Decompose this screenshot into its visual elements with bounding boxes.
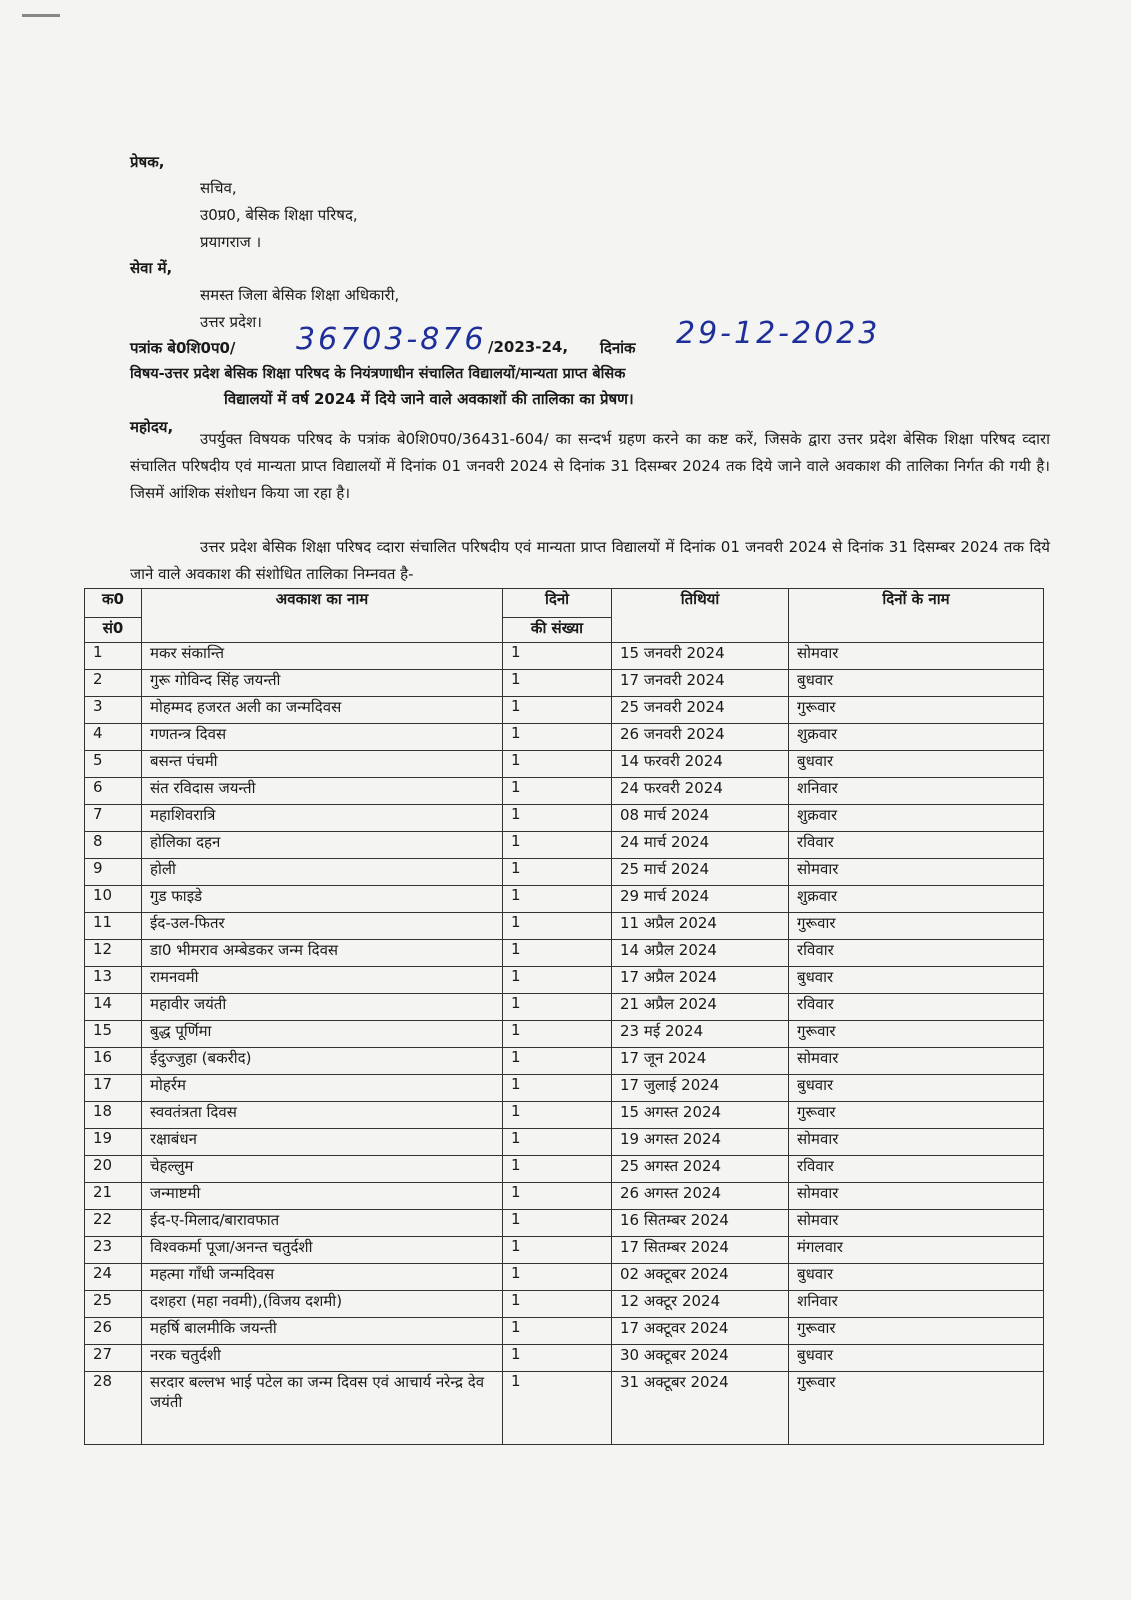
table-row	[85, 1156, 1044, 1183]
serial-cell: 21	[85, 1183, 142, 1210]
holiday-name-cell: महाशिवरात्रि	[142, 805, 503, 832]
table-row	[85, 994, 1044, 1021]
scan-mark	[22, 14, 60, 17]
day-count-cell: 1	[503, 967, 612, 994]
serial-cell: 7	[85, 805, 142, 832]
sender-line: उ0प्र0, बेसिक शिक्षा परिषद,	[200, 206, 358, 224]
day-count-cell: 1	[503, 1291, 612, 1318]
holiday-name-cell: रक्षाबंधन	[142, 1129, 503, 1156]
holiday-table-body	[85, 643, 1044, 1445]
holiday-name-cell: होलिका दहन	[142, 832, 503, 859]
holiday-name-cell: महावीर जयंती	[142, 994, 503, 1021]
sender-line: सचिव,	[200, 179, 237, 197]
handwritten-date: 29-12-2023	[676, 316, 881, 351]
header-date: तिथियां	[612, 589, 789, 643]
header-holiday-name: अवकाश का नाम	[142, 589, 503, 643]
day-count-cell: 1	[503, 778, 612, 805]
day-name-cell: बुधवार	[789, 967, 1044, 994]
date-cell: 25 मार्च 2024	[612, 859, 789, 886]
date-cell: 23 मई 2024	[612, 1021, 789, 1048]
date-cell: 17 जुलाई 2024	[612, 1075, 789, 1102]
table-row	[85, 643, 1044, 670]
serial-cell: 2	[85, 670, 142, 697]
sender-line: प्रयागराज ।	[200, 233, 262, 251]
serial-cell: 23	[85, 1237, 142, 1264]
holiday-name-cell: संत रविदास जयन्ती	[142, 778, 503, 805]
serial-cell: 27	[85, 1345, 142, 1372]
day-count-cell: 1	[503, 751, 612, 778]
day-name-cell: गुरूवार	[789, 1021, 1044, 1048]
table-row	[85, 670, 1044, 697]
day-count-cell: 1	[503, 643, 612, 670]
serial-cell: 22	[85, 1210, 142, 1237]
serial-cell: 1	[85, 643, 142, 670]
day-name-cell: गुरूवार	[789, 1318, 1044, 1345]
day-name-cell: शुक्रवार	[789, 886, 1044, 913]
date-cell: 24 मार्च 2024	[612, 832, 789, 859]
date-cell: 15 जनवरी 2024	[612, 643, 789, 670]
date-cell: 17 अप्रैल 2024	[612, 967, 789, 994]
holiday-name-cell: स्ववतंत्रता दिवस	[142, 1102, 503, 1129]
day-count-cell: 1	[503, 1075, 612, 1102]
serial-cell: 28	[85, 1372, 142, 1445]
header-day-count: दिनो	[503, 589, 612, 618]
holiday-name-cell: बुद्ध पूर्णिमा	[142, 1021, 503, 1048]
day-name-cell: बुधवार	[789, 751, 1044, 778]
day-count-cell: 1	[503, 1156, 612, 1183]
table-row	[85, 1183, 1044, 1210]
table-row	[85, 778, 1044, 805]
date-cell: 11 अप्रैल 2024	[612, 913, 789, 940]
holiday-name-cell: विश्वकर्मा पूजा/अनन्त चतुर्दशी	[142, 1237, 503, 1264]
serial-cell: 15	[85, 1021, 142, 1048]
date-cell: 29 मार्च 2024	[612, 886, 789, 913]
holiday-name-cell: होली	[142, 859, 503, 886]
recipient-label: सेवा में,	[130, 259, 173, 277]
day-name-cell: शनिवार	[789, 1291, 1044, 1318]
holiday-name-cell: नरक चतुर्दशी	[142, 1345, 503, 1372]
holiday-name-cell: गणतन्त्र दिवस	[142, 724, 503, 751]
serial-cell: 13	[85, 967, 142, 994]
day-count-cell: 1	[503, 1021, 612, 1048]
date-cell: 16 सितम्बर 2024	[612, 1210, 789, 1237]
day-name-cell: रविवार	[789, 832, 1044, 859]
date-cell: 19 अगस्त 2024	[612, 1129, 789, 1156]
serial-cell: 16	[85, 1048, 142, 1075]
day-name-cell: गुरूवार	[789, 697, 1044, 724]
serial-cell: 11	[85, 913, 142, 940]
day-count-cell: 1	[503, 1048, 612, 1075]
holiday-name-cell: मोहर्रम	[142, 1075, 503, 1102]
day-count-cell: 1	[503, 697, 612, 724]
day-count-cell: 1	[503, 1345, 612, 1372]
day-name-cell: बुधवार	[789, 1345, 1044, 1372]
serial-cell: 26	[85, 1318, 142, 1345]
reference-year: /2023-24,	[488, 338, 569, 356]
day-count-cell: 1	[503, 1237, 612, 1264]
day-name-cell: बुधवार	[789, 670, 1044, 697]
day-name-cell: सोमवार	[789, 859, 1044, 886]
day-name-cell: सोमवार	[789, 643, 1044, 670]
table-row	[85, 697, 1044, 724]
date-cell: 24 फरवरी 2024	[612, 778, 789, 805]
day-count-cell: 1	[503, 670, 612, 697]
table-row	[85, 1345, 1044, 1372]
table-row	[85, 832, 1044, 859]
day-count-cell: 1	[503, 1264, 612, 1291]
date-cell: 25 अगस्त 2024	[612, 1156, 789, 1183]
header-day-count-line2: की संख्या	[503, 618, 612, 643]
table-row	[85, 1372, 1044, 1445]
subject-line: विद्यालयों में वर्ष 2024 में दिये जाने वाले अवकाशों की तालिका का प्रेषण।	[224, 390, 634, 408]
day-name-cell: रविवार	[789, 940, 1044, 967]
serial-cell: 17	[85, 1075, 142, 1102]
day-count-cell: 1	[503, 832, 612, 859]
date-cell: 17 जनवरी 2024	[612, 670, 789, 697]
day-name-cell: सोमवार	[789, 1183, 1044, 1210]
day-count-cell: 1	[503, 1129, 612, 1156]
recipient-line: उत्तर प्रदेश।	[200, 313, 262, 331]
table-row	[85, 1210, 1044, 1237]
serial-cell: 3	[85, 697, 142, 724]
holiday-name-cell: महर्षि बालमीकि जयन्ती	[142, 1318, 503, 1345]
day-name-cell: बुधवार	[789, 1264, 1044, 1291]
table-row	[85, 1129, 1044, 1156]
table-row	[85, 751, 1044, 778]
date-cell: 14 अप्रैल 2024	[612, 940, 789, 967]
day-count-cell: 1	[503, 913, 612, 940]
holiday-name-cell: गुरू गोविन्द सिंह जयन्ती	[142, 670, 503, 697]
header-serial-line2: सं0	[85, 618, 142, 643]
day-name-cell: सोमवार	[789, 1210, 1044, 1237]
day-count-cell: 1	[503, 1318, 612, 1345]
holiday-name-cell: बसन्त पंचमी	[142, 751, 503, 778]
day-name-cell: रविवार	[789, 1156, 1044, 1183]
serial-cell: 8	[85, 832, 142, 859]
holiday-name-cell: मोहम्मद हजरत अली का जन्मदिवस	[142, 697, 503, 724]
serial-cell: 14	[85, 994, 142, 1021]
day-name-cell: सोमवार	[789, 1129, 1044, 1156]
date-cell: 30 अक्टूबर 2024	[612, 1345, 789, 1372]
serial-cell: 20	[85, 1156, 142, 1183]
day-count-cell: 1	[503, 1210, 612, 1237]
serial-cell: 19	[85, 1129, 142, 1156]
day-count-cell: 1	[503, 1102, 612, 1129]
date-cell: 31 अक्टूबर 2024	[612, 1372, 789, 1445]
sender-label: प्रेषक,	[130, 153, 165, 171]
day-name-cell: शुक्रवार	[789, 805, 1044, 832]
serial-cell: 4	[85, 724, 142, 751]
date-cell: 17 अक्टूवर 2024	[612, 1318, 789, 1345]
table-row	[85, 1264, 1044, 1291]
table-row	[85, 805, 1044, 832]
day-count-cell: 1	[503, 1372, 612, 1445]
holiday-name-cell: रामनवमी	[142, 967, 503, 994]
day-count-cell: 1	[503, 994, 612, 1021]
day-name-cell: गुरूवार	[789, 913, 1044, 940]
table-row	[85, 1318, 1044, 1345]
date-cell: 21 अप्रैल 2024	[612, 994, 789, 1021]
serial-cell: 6	[85, 778, 142, 805]
holiday-name-cell: डा0 भीमराव अम्बेडकर जन्म दिवस	[142, 940, 503, 967]
day-count-cell: 1	[503, 1183, 612, 1210]
holiday-name-cell: दशहरा (महा नवमी),(विजय दशमी)	[142, 1291, 503, 1318]
serial-cell: 12	[85, 940, 142, 967]
date-cell: 15 अगस्त 2024	[612, 1102, 789, 1129]
table-row	[85, 967, 1044, 994]
holiday-name-cell: महत्मा गाँधी जन्मदिवस	[142, 1264, 503, 1291]
holiday-name-cell: ईद-ए-मिलाद/बारावफात	[142, 1210, 503, 1237]
date-cell: 17 सितम्बर 2024	[612, 1237, 789, 1264]
day-name-cell: शनिवार	[789, 778, 1044, 805]
date-cell: 17 जून 2024	[612, 1048, 789, 1075]
table-row	[85, 1075, 1044, 1102]
reference-date-label: दिनांक	[600, 339, 636, 357]
body-paragraph: उत्तर प्रदेश बेसिक शिक्षा परिषद व्दारा संचालित परिषदीय एवं मान्यता प्राप्त विद्यालयों में दिनांक 01 जनवरी 2024 से दिनांक 31 दिसम्बर 2024 तक दिये जाने वाले अवकाश की संशोधित तालिका निम्नवत है-	[130, 538, 1050, 583]
handwritten-letter-number: 36703-876	[296, 322, 487, 357]
day-name-cell: गुरूवार	[789, 1372, 1044, 1445]
table-row	[85, 1237, 1044, 1264]
date-cell: 02 अक्टूबर 2024	[612, 1264, 789, 1291]
table-row	[85, 913, 1044, 940]
reference-prefix: पत्रांक बे0शि0प0/	[130, 339, 236, 357]
date-cell: 26 जनवरी 2024	[612, 724, 789, 751]
table-row	[85, 1048, 1044, 1075]
day-count-cell: 1	[503, 805, 612, 832]
recipient-line: समस्त जिला बेसिक शिक्षा अधिकारी,	[200, 286, 400, 304]
table-row	[85, 1291, 1044, 1318]
serial-cell: 24	[85, 1264, 142, 1291]
day-name-cell: गुरूवार	[789, 1102, 1044, 1129]
serial-cell: 9	[85, 859, 142, 886]
header-day-name: दिनों के नाम	[789, 589, 1044, 643]
table-row	[85, 1021, 1044, 1048]
day-name-cell: बुधवार	[789, 1075, 1044, 1102]
salutation: महोदय,	[130, 418, 174, 436]
table-row	[85, 859, 1044, 886]
day-count-cell: 1	[503, 859, 612, 886]
body-paragraph: उपर्युक्त विषयक परिषद के पत्रांक बे0शि0प0/36431-604/ का सन्दर्भ ग्रहण करने का कष्ट करें, जिसके द्वारा उत्तर प्रदेश बेसिक शिक्षा परिषद व्दारा संचालित परिषदीय एवं मान्यता प्राप्त विद्यालयों में दिनांक 01 जनवरी 2024 से दिनांक 31 दिसम्बर 2024 तक दिये जाने वाले अवकाश की तालिका निर्गत की गयी है। जिसमें आंशिक संशोधन किया जा रहा है।	[130, 430, 1050, 502]
table-row	[85, 1102, 1044, 1129]
serial-cell: 5	[85, 751, 142, 778]
holiday-name-cell: ईदुज्जुहा (बकरीद)	[142, 1048, 503, 1075]
day-count-cell: 1	[503, 886, 612, 913]
table-row	[85, 940, 1044, 967]
holiday-name-cell: मकर संकान्ति	[142, 643, 503, 670]
holiday-table	[84, 588, 1044, 1445]
day-count-cell: 1	[503, 724, 612, 751]
serial-cell: 18	[85, 1102, 142, 1129]
holiday-name-cell: सरदार बल्लभ भाई पटेल का जन्म दिवस एवं आचार्य नरेन्द्र देव जयंती	[142, 1372, 503, 1445]
table-row	[85, 886, 1044, 913]
day-name-cell: सोमवार	[789, 1048, 1044, 1075]
holiday-name-cell: गुड फाइडे	[142, 886, 503, 913]
subject-line: विषय-उत्तर प्रदेश बेसिक शिक्षा परिषद के नियंत्रणाधीन संचालित विद्यालयों/मान्यता प्राप्त बेसिक	[130, 366, 626, 382]
day-name-cell: मंगलवार	[789, 1237, 1044, 1264]
day-count-cell: 1	[503, 940, 612, 967]
serial-cell: 10	[85, 886, 142, 913]
date-cell: 25 जनवरी 2024	[612, 697, 789, 724]
table-row	[85, 724, 1044, 751]
day-name-cell: शुक्रवार	[789, 724, 1044, 751]
header-serial: क0	[85, 589, 142, 618]
date-cell: 08 मार्च 2024	[612, 805, 789, 832]
date-cell: 12 अक्टूर 2024	[612, 1291, 789, 1318]
serial-cell: 25	[85, 1291, 142, 1318]
date-cell: 14 फरवरी 2024	[612, 751, 789, 778]
holiday-name-cell: ईद-उल-फितर	[142, 913, 503, 940]
holiday-name-cell: जन्माष्टमी	[142, 1183, 503, 1210]
day-name-cell: रविवार	[789, 994, 1044, 1021]
date-cell: 26 अगस्त 2024	[612, 1183, 789, 1210]
holiday-name-cell: चेहल्लुम	[142, 1156, 503, 1183]
